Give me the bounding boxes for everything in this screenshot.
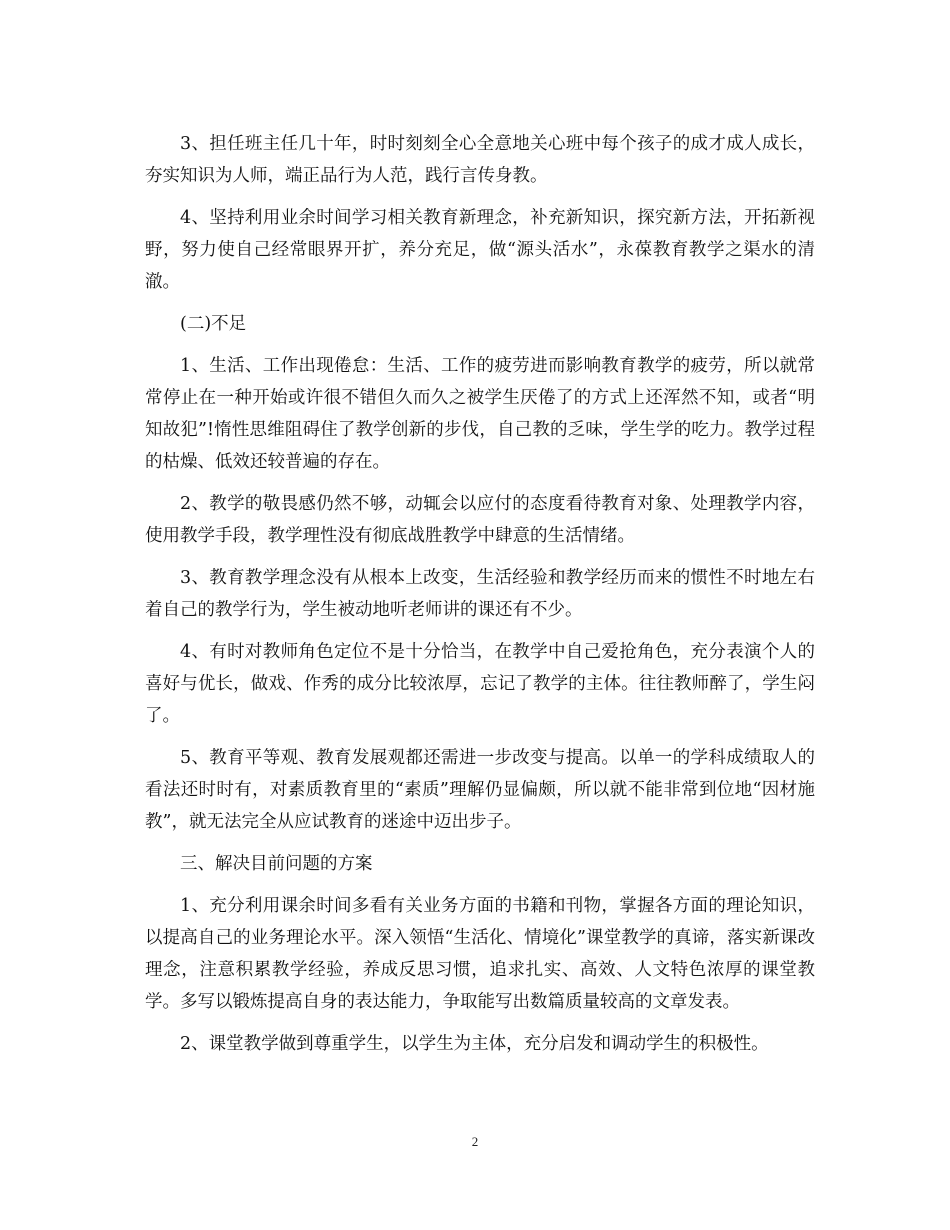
paragraph-item-4: 4、坚持利用业余时间学习相关教育新理念，补充新知识，探究新方法，开拓新视野，努力使自己经常眼界开扩，养分充足，做“源头活水”，永葆教育教学之渠水的清澈。 [145, 208, 815, 292]
paragraph-shortcoming-2: 2、教学的敬畏感仍然不够，动辄会以应付的态度看待教育对象、处理教学内容，使用教学手段，教学理性没有彻底战胜教学中肆意的生活情绪。 [145, 494, 815, 546]
paragraph-shortcoming-3: 3、教育教学理念没有从根本上改变，生活经验和教学经历而来的惯性不时地左右着自己的教学行为，学生被动地听老师讲的课还有不少。 [145, 568, 815, 620]
paragraph-shortcoming-1: 1、生活、工作出现倦怠：生活、工作的疲劳进而影响教育教学的疲劳，所以就常常停止在一种开始或许很不错但久而久之被学生厌倦了的方式上还浑然不知，或者“明知故犯”!惰性思维阻碍住了教学创新的步伐，自己教的乏味，学生学的吃力。教学过程的枯燥、低效还较普遍的存在。 [145, 356, 815, 472]
paragraph-solution-2: 2、课堂教学做到尊重学生，以学生为主体，充分启发和调动学生的积极性。 [180, 1034, 769, 1054]
paragraph-shortcoming-4: 4、有时对教师角色定位不是十分恰当，在教学中自己爱抢角色，充分表演个人的喜好与优长，做戏、作秀的成分比较浓厚，忘记了教学的主体。往往教师醉了，学生闷了。 [145, 642, 815, 726]
paragraph-item-3: 3、担任班主任几十年，时时刻刻全心全意地关心班中每个孩子的成才成人成长，夯实知识为人师，端正品行为人范，践行言传身教。 [145, 134, 815, 186]
page-number: 2 [471, 1134, 479, 1149]
paragraph-solution-1: 1、充分利用课余时间多看有关业务方面的书籍和刊物，掌握各方面的理论知识，以提高自己的业务理论水平。深入领悟“生活化、情境化”课堂教学的真谛，落实新课改理念，注意积累教学经验，养成反思习惯，追求扎实、高效、人文特色浓厚的课堂教学。多写以锻炼提高自身的表达能力，争取能写出数篇质量较高的文章发表。 [145, 896, 815, 1012]
section-heading-shortcomings: (二)不足 [180, 314, 247, 334]
section-heading-solutions: 三、解决目前问题的方案 [180, 854, 373, 874]
paragraph-shortcoming-5: 5、教育平等观、教育发展观都还需进一步改变与提高。以单一的学科成绩取人的看法还时时有，对素质教育里的“素质”理解仍显偏颇，所以就不能非常到位地“因材施教”，就无法完全从应试教育的迷途中迈出步子。 [145, 748, 815, 832]
page-body [145, 128, 815, 1070]
